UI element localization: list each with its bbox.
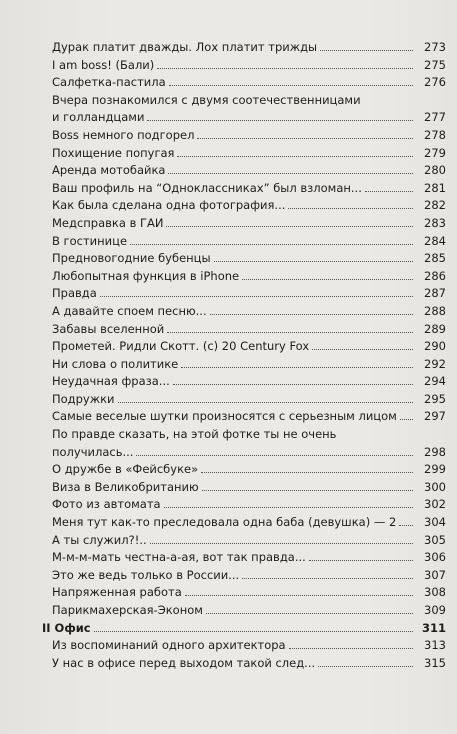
toc-entry-title: Boss немного подгорел [52,127,195,142]
toc-entry [52,303,446,321]
toc-entry [52,92,446,127]
toc-page-number: 279 [424,145,446,160]
toc-entry [52,145,446,163]
toc-page-number: 308 [424,585,446,600]
toc-page-number: 282 [424,198,446,213]
toc-entry [52,373,446,391]
toc-entry-title: По правде сказать, на этой фотке ты не очень [52,427,337,442]
dot-leader [168,173,413,174]
toc-entry-title: Ни слова о политике [52,356,179,371]
toc-entry-title: Прометей. Ридли Скотт. (с) 20 Century Fox [52,339,310,354]
toc-entry-title: Это же ведь только в России... [52,567,240,582]
dot-leader [214,261,413,262]
toc-entry-title: Медсправка в ГАИ [52,215,164,230]
toc-entry-title: В гостинице [52,233,128,248]
toc-entry [52,233,446,251]
toc-page-number: 307 [424,567,446,582]
dot-leader [130,244,413,245]
dot-leader [169,85,413,86]
toc-entry [52,250,446,268]
dot-leader [312,349,413,350]
toc-page-number: 299 [424,462,446,477]
toc-entry [52,338,446,356]
dot-leader [100,296,413,297]
toc-entry [52,356,446,374]
toc-page-number: 285 [424,251,446,266]
toc-entry [52,180,446,198]
toc-entry-title: Подружки [52,391,115,406]
toc-page-number: 281 [424,180,446,195]
toc-entry-title: Самые веселые шутки произносятся с серьезным лицом [52,409,397,424]
dot-leader [166,226,413,227]
toc-entry-title: Правда [52,286,97,301]
toc-entry [52,39,446,57]
toc-entry [52,268,446,286]
toc-page-number: 313 [424,638,446,653]
toc-page-number: 287 [424,286,446,301]
toc-entry-title: Виза в Великобританию [52,479,199,494]
toc-page-number: 309 [424,603,446,617]
toc-page-number: 288 [424,303,446,318]
toc-entry-title: У нас в офисе перед выходом такой след... [52,655,316,670]
toc-entry-title: Любопытная функция в iPhone [52,268,240,283]
toc-entry [52,584,446,602]
toc-entry-title: Ваш профиль на “Одноклассниках” был взломан... [52,180,362,195]
dot-leader [118,402,413,403]
toc-entry-title: Меня тут как-то преследовала одна баба (девушка) — 2 [52,515,397,530]
toc-entry-title: Предновогодние бубенцы [52,251,211,266]
toc-entry-title: Похищение попугая [52,145,175,160]
toc-entry [52,496,446,514]
toc-entry-title: I am boss! (Бали) [52,57,155,72]
toc-page-number: 300 [424,479,446,494]
dot-leader [164,507,413,508]
dot-leader [147,120,413,121]
toc-entry [52,57,446,75]
toc-entry [52,567,446,585]
toc-page-number: 302 [424,497,446,512]
toc-entry-title: Аренда мотобайка [52,163,166,178]
toc-entry-title: Дурак платит дважды. Лох платит трижды [52,40,318,54]
toc-page-number: 278 [424,127,446,142]
dot-leader [288,208,413,209]
dot-leader [94,631,413,632]
dot-leader [399,525,413,526]
toc-entry [52,215,446,233]
toc-entry-title: Как была сделана одна фотография... [52,198,286,213]
toc-page-number: 276 [424,75,446,90]
toc-entry [52,602,446,620]
dot-leader [365,191,413,192]
toc-section-title: II Офис [42,620,91,635]
toc-entry-title: Парикмахерская-Эконом [52,603,203,617]
toc-page-number: 273 [424,40,446,54]
dot-leader [173,384,413,385]
toc-entry [52,408,446,426]
toc-entry-title: Забавы вселенной [52,321,165,336]
dot-leader [202,490,413,491]
toc-entry-title-continuation: и голландцами [52,110,145,125]
dot-leader [242,279,413,280]
dot-leader [177,156,413,157]
dot-leader [289,648,413,649]
toc-page-number: 289 [424,321,446,336]
toc-page-number: 298 [424,444,446,459]
toc-entry [52,74,446,92]
dot-leader [309,560,413,561]
table-of-contents [42,39,446,672]
dot-leader [318,666,413,667]
toc-page-number: 311 [421,620,446,635]
toc-entry-title: А ты служил?!.. [52,532,147,547]
toc-entry-title: Фото из автомата [52,497,161,512]
toc-entry [52,461,446,479]
toc-entry [52,514,446,532]
toc-entry-title: Из воспоминаний одного архитектора [52,638,286,653]
toc-entry-title: О дружбе в «Фейсбуке» [52,462,199,477]
dot-leader [242,578,413,579]
dot-leader [201,472,413,473]
toc-entry [52,197,446,215]
toc-entry-title: Вчера познакомился с двумя соотечественницами [52,92,361,107]
toc-entry [52,127,446,145]
toc-entry-title-continuation: получилась... [52,444,134,459]
toc-page-number: 305 [424,532,446,547]
dot-leader [320,50,413,51]
toc-page-number: 284 [424,233,446,248]
toc-page-number: 294 [424,374,446,389]
toc-page-number: 290 [424,339,446,354]
toc-entry [52,285,446,303]
toc-section [42,620,446,638]
toc-entry [52,391,446,409]
toc-page-number: 292 [424,356,446,371]
toc-entry-title: Салфетка-пастила [52,75,166,90]
toc-page-number: 295 [424,391,446,406]
toc-entry [52,655,446,673]
toc-page-number: 297 [424,409,446,424]
dot-leader [197,138,413,139]
toc-page-number: 304 [424,515,446,530]
toc-page-number: 306 [424,550,446,565]
toc-entry [52,637,446,655]
toc-page-number: 280 [424,163,446,178]
dot-leader [400,419,413,420]
toc-entry [52,532,446,550]
toc-entry-title: Напряженная работа [52,585,182,600]
toc-entry [52,426,446,461]
toc-entry [52,549,446,567]
toc-entry [52,479,446,497]
toc-page-number: 283 [424,215,446,230]
dot-leader [181,367,413,368]
toc-page-number: 277 [424,110,446,125]
dot-leader [206,613,413,614]
toc-entry [52,321,446,339]
toc-page-number: 315 [424,655,446,670]
dot-leader [167,332,413,333]
toc-entry [52,162,446,180]
dot-leader [136,455,413,456]
dot-leader [210,314,413,315]
dot-leader [150,543,413,544]
toc-page-number: 286 [424,268,446,283]
dot-leader [157,68,413,69]
toc-entry-title: Неудачная фраза... [52,374,170,389]
toc-entry-title: А давайте споем песню... [52,303,207,318]
dot-leader [185,595,413,596]
toc-page-number: 275 [424,57,446,72]
toc-entry-title: М-м-м-мать честна-а-ая, вот так правда... [52,550,306,565]
